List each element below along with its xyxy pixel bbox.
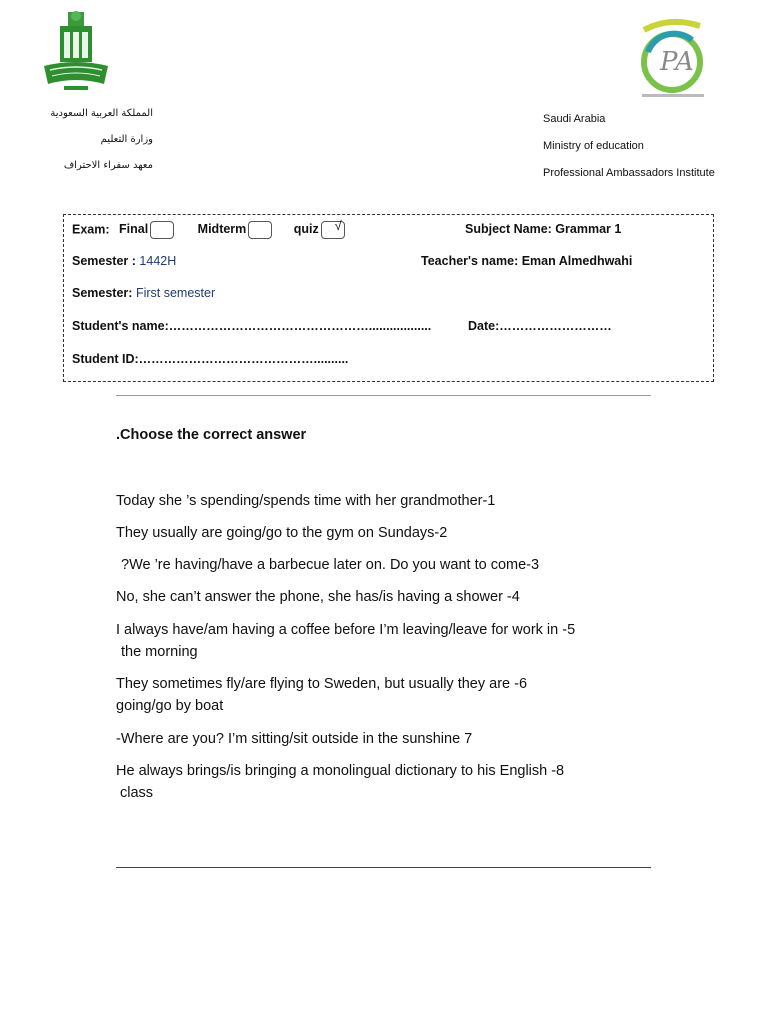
final-label: Final (119, 222, 149, 237)
arabic-country-line: المملكة العربية السعودية (50, 108, 153, 119)
question-7: -Where are you? I’m sitting/sit outside in the sunshine 7 (116, 731, 473, 747)
top-divider (116, 395, 651, 396)
semester-term-label: Semester: (72, 286, 133, 300)
quiz-label: quiz (293, 222, 319, 237)
question-5-continued: the morning (121, 644, 198, 660)
question-2: They usually are going/go to the gym on Sundays-2 (116, 525, 448, 541)
ministry-line: Ministry of education (543, 140, 644, 152)
date-field[interactable]: Date:……………………… (468, 319, 612, 333)
subject-name: Subject Name: Grammar 1 (465, 222, 622, 236)
svg-text:PA: PA (660, 47, 694, 77)
question-5: I always have/am having a coffee before I’m leaving/leave for work in -5 (116, 622, 576, 638)
university-seal-icon (38, 10, 114, 96)
exam-label: Exam: (72, 222, 110, 237)
professional-ambassadors-logo-icon (630, 12, 714, 104)
teacher-name: Teacher's name: Eman Almedhwahi (421, 254, 633, 268)
quiz-checkbox[interactable] (321, 218, 345, 239)
final-checkbox[interactable] (150, 221, 174, 239)
exam-type-row (72, 218, 345, 239)
question-3: ?We ’re having/have a barbecue later on. Do you want to come-3 (121, 557, 540, 573)
arabic-institute-line: معهد سفراء الاحتراف (63, 160, 153, 171)
question-1: Today she ’s spending/spends time with her grandmother-1 (116, 493, 496, 509)
question-6: They sometimes fly/are flying to Sweden, but usually they are -6 (116, 676, 528, 692)
institute-line: Professional Ambassadors Institute (543, 167, 715, 179)
midterm-label: Midterm (197, 222, 247, 237)
arabic-ministry-line: وزارة التعليم (100, 134, 153, 145)
country-line: Saudi Arabia (543, 113, 606, 125)
bottom-divider (116, 867, 651, 868)
semester-term-row (72, 286, 215, 300)
semester-term-value: First semester (135, 286, 216, 300)
question-4: No, she can’t answer the phone, she has/is having a shower -4 (116, 589, 520, 605)
question-8-continued: class (120, 785, 154, 801)
student-id-field[interactable]: Student ID:…………………………………….......... (72, 352, 349, 366)
student-name-field[interactable]: Student's name:………………………………………….................. (72, 319, 432, 333)
instructions: .Choose the correct answer (116, 427, 307, 443)
question-8: He always brings/is bringing a monolingual dictionary to his English -8 (116, 763, 565, 779)
semester-year-value: 1442H (139, 254, 177, 268)
semester-year-row (72, 254, 176, 268)
semester-year-label: Semester : (72, 254, 136, 268)
midterm-checkbox[interactable] (248, 221, 272, 239)
question-6-continued: going/go by boat (116, 698, 224, 714)
check-mark: √ (334, 218, 342, 233)
